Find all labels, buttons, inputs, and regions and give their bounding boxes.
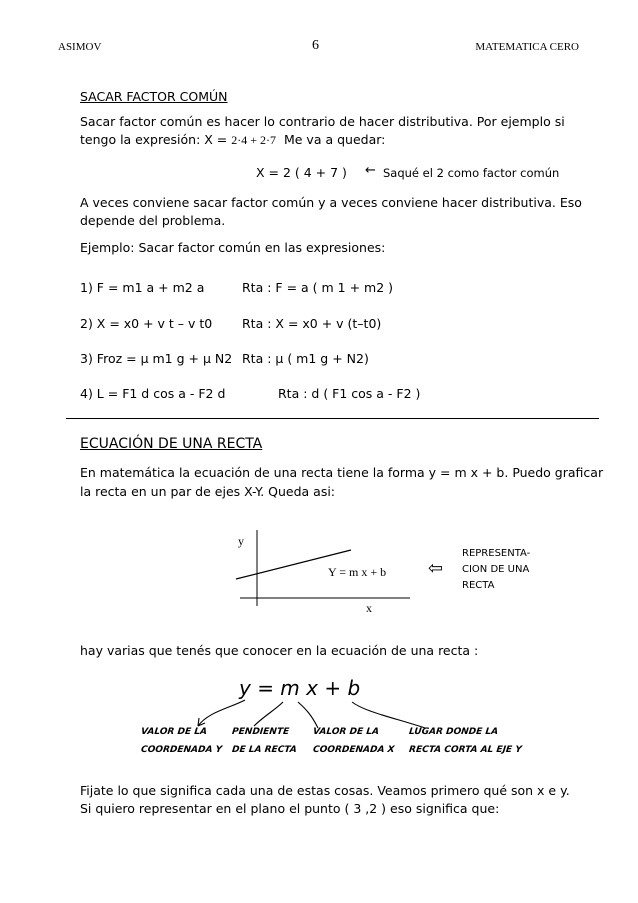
section-title-factor: SACAR FACTOR COMÚN xyxy=(80,89,228,104)
header-right: MATEMATICA CERO xyxy=(475,41,579,53)
factor-note: Saqué el 2 como factor común xyxy=(383,166,560,180)
example-intro: Ejemplo: Sacar factor común en las expresiones: xyxy=(80,240,386,255)
exercise-question: 1) F = m1 a + m2 a xyxy=(80,280,205,295)
exercise-question: 4) L = F1 d cos a - F2 d xyxy=(80,386,226,401)
handwritten-equation: y = m x + b xyxy=(239,676,361,700)
section-divider xyxy=(66,418,599,419)
exercise-answer: Rta : F = a ( m 1 + m2 ) xyxy=(242,280,394,295)
paragraph-line: En matemática la ecuación de una recta tiene la forma y = m x + b. Puedo graficar xyxy=(80,465,604,480)
left-arrow-icon: ⇦ xyxy=(428,558,444,579)
expression: 2·4 + 2·7 xyxy=(231,133,277,147)
paragraph-line: Si quiero representar en el plano el punto ( 3 ,2 ) eso significa que: xyxy=(80,801,500,816)
x-axis-label: x xyxy=(366,601,372,615)
paragraph-line: Fijate lo que significa cada una de estas cosas. Veamos primero qué son x e y. xyxy=(80,783,570,798)
graph-equation: Y = m x + b xyxy=(328,565,387,579)
exercise-answer: Rta : X = x0 + v (t–t0) xyxy=(242,316,382,331)
graph-label: CION DE UNA xyxy=(462,564,530,575)
exercise-answer: Rta : μ ( m1 g + N2) xyxy=(242,351,369,366)
hand-note-x: COORDENADA X xyxy=(312,745,395,755)
exercise-answer: Rta : d ( F1 cos a - F2 ) xyxy=(278,386,421,401)
graph-label: REPRESENTA- xyxy=(462,548,531,559)
hand-note-y: VALOR DE LA xyxy=(140,727,208,737)
hand-note-slope: DE LA RECTA xyxy=(231,745,298,755)
page-number: 6 xyxy=(312,38,319,53)
left-arrow-icon: ← xyxy=(365,163,376,178)
line-graph xyxy=(230,528,415,618)
paragraph-line: depende del problema. xyxy=(80,213,226,228)
y-axis-label: y xyxy=(238,534,244,548)
header-left: ASIMOV xyxy=(58,41,102,53)
hand-note-b: RECTA CORTA AL EJE Y xyxy=(408,745,523,755)
hand-note-slope: PENDIENTE xyxy=(231,727,290,737)
hand-note-b: LUGAR DONDE LA xyxy=(408,727,499,737)
paragraph-line: la recta en un par de ejes X-Y. Queda asi: xyxy=(80,484,336,499)
paragraph-line: hay varias que tenés que conocer en la ecuación de una recta : xyxy=(80,643,479,658)
paragraph-line: A veces conviene sacar factor común y a veces conviene hacer distributiva. Eso xyxy=(80,195,582,210)
result-expression: X = 2 ( 4 + 7 ) xyxy=(256,165,347,180)
exercise-question: 2) X = x0 + v t – v t0 xyxy=(80,316,213,331)
exercise-question: 3) Froz = μ m1 g + μ N2 xyxy=(80,351,233,366)
hand-note-x: VALOR DE LA xyxy=(312,727,380,737)
paragraph-line: Sacar factor común es hacer lo contrario de hacer distributiva. Por ejemplo si xyxy=(80,114,565,129)
graph-label: RECTA xyxy=(462,580,495,591)
section-title-line: ECUACIÓN DE UNA RECTA xyxy=(80,436,263,452)
hand-note-y: COORDENADA Y xyxy=(140,745,223,755)
paragraph-line: tengo la expresión: X = 2·4 + 2·7 Me va a quedar: xyxy=(80,132,386,147)
